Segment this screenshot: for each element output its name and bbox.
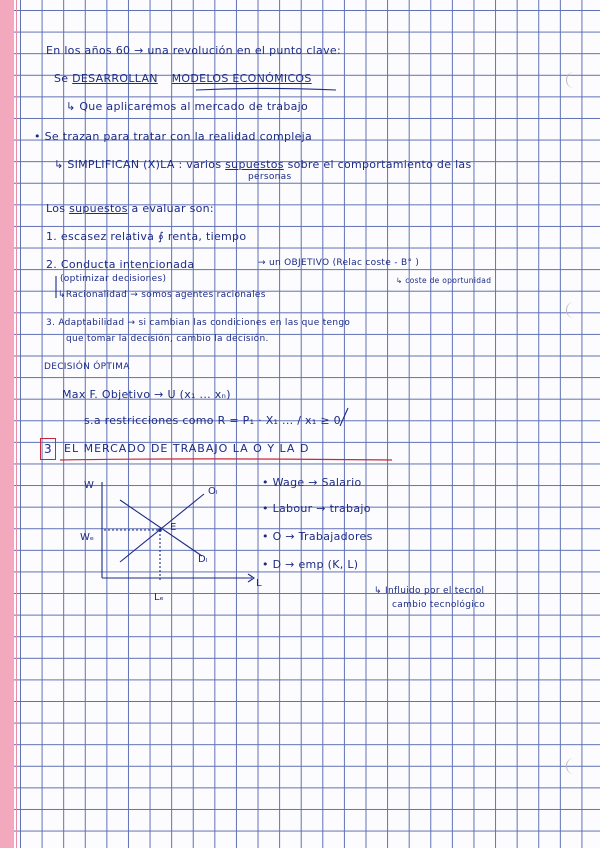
underline-modelos xyxy=(196,89,336,91)
legend-oferta: • O → Trabajadores xyxy=(262,530,373,543)
legend-note-a: ↳ Influido por el tecnol xyxy=(374,586,485,596)
graph-eq-label: E xyxy=(170,522,177,533)
graph-supply-label: Oₗ xyxy=(208,486,218,497)
supply-curve xyxy=(120,494,204,562)
section-title: EL MERCADO DE TRABAJO LA O Y LA D xyxy=(64,442,310,455)
graph-y-label: W xyxy=(84,480,94,491)
note-desarrollan: DESARROLLAN xyxy=(72,72,158,85)
note-modelos-economicos: MODELOS ECONÓMICOS xyxy=(171,72,312,85)
note-item-1: 1. escasez relativa ∮ renta, tiempo xyxy=(46,230,247,243)
note-line-1: En los años 60 → una revolución en el punto clave: xyxy=(46,44,341,57)
note-item-2d: ↳ coste de oportunidad xyxy=(396,276,492,285)
note-personas: personas xyxy=(248,172,292,182)
section-underline-red xyxy=(60,459,392,460)
slash-mark xyxy=(340,408,348,426)
graph-x-label: L xyxy=(256,578,262,589)
demand-curve xyxy=(120,500,202,556)
legend-labour: • Labour → trabajo xyxy=(262,502,371,515)
legend-wage: • Wage → Salario xyxy=(262,476,362,489)
section-number: 3 xyxy=(44,442,52,456)
note-st-line: s.a restricciones como R = P₁ · X₁ ... / x₁ ≥ 0 xyxy=(84,414,341,427)
note-supuestos-1: supuestos xyxy=(225,158,284,171)
note-line-3: ↳ Que aplicaremos al mercado de trabajo xyxy=(66,100,309,113)
equilibrium-point xyxy=(158,528,162,532)
note-item-2a: 2. Conducta intencionada xyxy=(46,258,195,271)
legend-demanda: • D → emp (K, L) xyxy=(262,558,359,571)
note-supuestos-2: supuestos xyxy=(69,202,128,215)
graph-le-label: Lₑ xyxy=(154,592,164,603)
note-item-2b: → un OBJETIVO (Relac coste - B° ) xyxy=(258,258,420,268)
note-los: Los xyxy=(46,202,70,215)
note-simplifican: ↳ SIMPLIFICAN (X)LA : varios xyxy=(54,158,226,171)
note-comportamiento: sobre el comportamiento de las xyxy=(283,158,472,171)
note-line-4: • Se trazan para tratar con la realidad compleja xyxy=(34,130,313,143)
labour-market-graph xyxy=(80,480,262,603)
graph-demand-label: Dₗ xyxy=(198,554,208,565)
note-item-3b: que tomar la decisión, cambio la decisión. xyxy=(66,334,269,344)
note-decision-optima: DECISIÓN ÓPTIMA xyxy=(44,362,130,372)
note-line-2-prefix: Se xyxy=(54,72,73,85)
legend-note-b: cambio tecnológico xyxy=(392,600,486,610)
note-item-2e: ↳Racionalidad → somos agentes racionales xyxy=(58,290,266,300)
graph-we-label: Wₑ xyxy=(80,532,95,543)
note-item-2c: (optimizar decisiones) xyxy=(60,274,167,284)
note-evaluar: a evaluar son: xyxy=(127,202,214,215)
note-item-3a: 3. Adaptabilidad → si cambian las condiciones en las que tengo xyxy=(46,318,351,328)
note-max-line: Max F. Objetivo → U (x₁ ... xₙ) xyxy=(62,388,231,401)
